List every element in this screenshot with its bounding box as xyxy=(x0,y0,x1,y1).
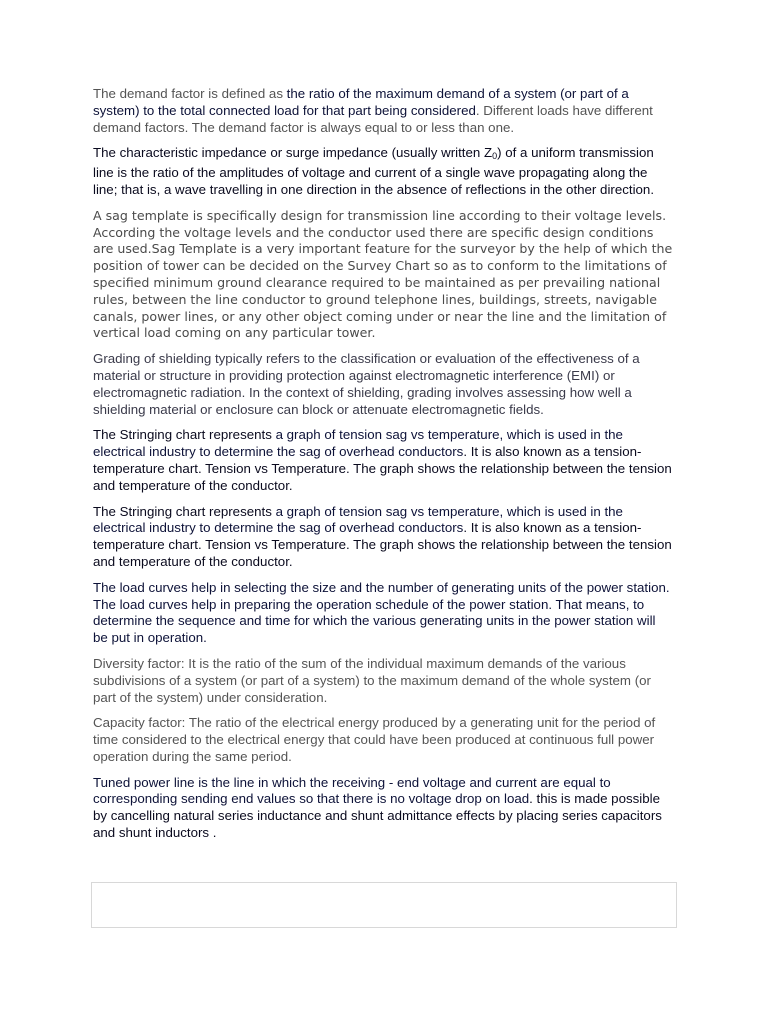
paragraph-diversity-factor: Diversity factor: It is the ratio of the sum of the individual maximum demands of the various subdivisions of a system (or part of a system) to the maximum demand of the whole system (or part of the system) under consideration. xyxy=(93,655,651,705)
impedance-text-start: The characteristic impedance or surge impedance (usually written Z xyxy=(93,145,493,161)
demand-factor-note: . Different loads have different demand factors. The demand factor is always equal to or less than one. xyxy=(93,102,653,135)
document-body xyxy=(93,86,673,851)
stringing-2-intro: The Stringing chart represents xyxy=(93,503,276,519)
paragraph-sag-template: A sag template is specifically design for transmission line according to their voltage levels. According the voltage levels and the conductor used there are specific design conditions are used.Sag Template is a very important feature for the surveyor by the help of which the position of tower can be decided on the Survey Chart so as to conform to the limitations of specified minimum ground clearance required to be maintained as per prevailing national rules, between the line conductor to ground telephone lines, buildings, streets, navigable canals, power lines, or any other object coming under or near the line and the limitation of vertical load coming on any particular tower. xyxy=(93,207,673,341)
paragraph-load-curves: The load curves help in selecting the size and the number of generating units of the power station. The load curves help in preparing the operation schedule of the power station. That means, to determine the sequence and time for which the various generating units in the power station will be put in operation. xyxy=(93,579,670,646)
paragraph-capacity-factor: Capacity factor: The ratio of the electrical energy produced by a generating unit for the period of time considered to the electrical energy that could have been produced at continuous full power operation during the same period. xyxy=(93,715,656,764)
paragraph-tuned-power-line xyxy=(93,775,673,842)
stringing-1-definition: a graph of tension sag vs temperature, which is used in the electrical industry to determine the sag of overhead conductors xyxy=(93,427,623,460)
paragraph-characteristic-impedance xyxy=(93,145,673,198)
paragraph-stringing-chart-2 xyxy=(93,504,673,571)
demand-factor-definition: the ratio of the maximum demand of a system (or part of a system) to the total connected load for that part being considered xyxy=(93,86,629,118)
impedance-subscript: 0 xyxy=(492,151,498,162)
stringing-2-note: . It is also known as a tension-temperature chart. Tension vs Temperature. The graph shows the relationship between the tension and temperature of the conductor. xyxy=(93,520,672,569)
stringing-1-intro: The Stringing chart represents xyxy=(93,427,276,443)
paragraph-grading-of-shielding: Grading of shielding typically refers to the classification or evaluation of the effectiveness of a material or structure in providing protection against electromagnetic interference (EMI) or electromagnetic radiation. In the context of shielding, grading involves assessing how well a shielding material or enclosure can block or attenuate electromagnetic fields. xyxy=(93,351,640,417)
tuned-line-note: . this is made possible by cancelling natural series inductance and shunt admittance effects by placing series capacitors and shunt inductors . xyxy=(93,791,662,841)
stringing-2-definition: a graph of tension sag vs temperature, which is used in the electrical industry to determine the sag of overhead conductors xyxy=(93,503,623,536)
paragraph-stringing-chart-1 xyxy=(93,427,673,494)
stringing-1-note: . It is also known as a tension-temperature chart. Tension vs Temperature. The graph shows the relationship between the tension and temperature of the conductor. xyxy=(93,444,672,493)
demand-factor-intro: The demand factor is defined as xyxy=(93,86,287,101)
empty-content-box xyxy=(91,882,677,928)
impedance-text-end: ) of a uniform transmission line is the ratio of the amplitudes of voltage and current of a single wave propagating along the line; that is, a wave travelling in one direction in the absence of reflections in the other direction. xyxy=(93,145,655,197)
paragraph-demand-factor xyxy=(93,86,673,136)
tuned-line-definition: Tuned power line is the line in which the receiving - end voltage and current are equal to corresponding sending end values so that there is no voltage drop on load xyxy=(93,774,611,807)
